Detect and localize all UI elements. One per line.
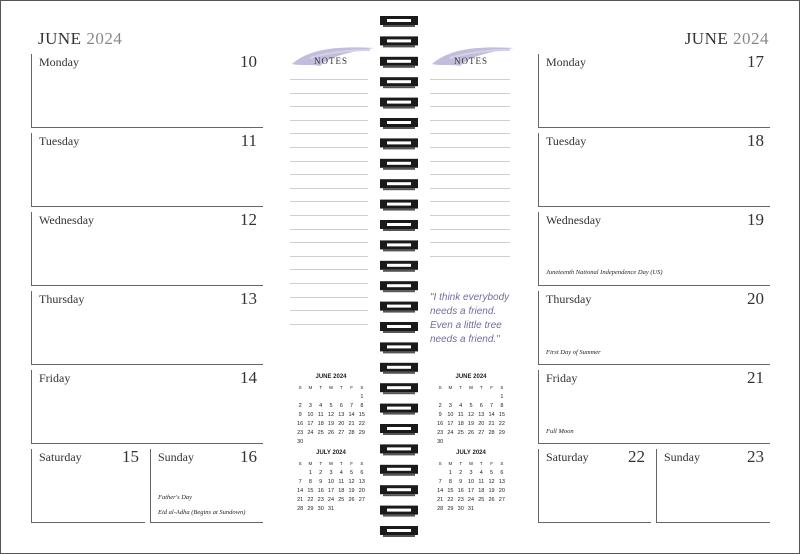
calendar-date: 27 [358, 497, 365, 503]
left-year: 2024 [86, 29, 123, 48]
calendar-date: 8 [308, 479, 312, 485]
day-name: Thursday [39, 292, 85, 306]
spiral-ring [380, 383, 418, 394]
calendar-date: 3 [469, 470, 473, 476]
calendar-date: 12 [327, 412, 335, 418]
calendar-date: 24 [327, 497, 335, 503]
calendar-date: 7 [490, 403, 494, 409]
empty-cell [316, 393, 326, 401]
calendar-date: 14 [437, 488, 444, 494]
empty-cell [336, 393, 346, 401]
weekday-header: W [468, 461, 474, 466]
calendar-date: 6 [479, 403, 483, 409]
calendar-date: 17 [447, 421, 454, 427]
calendar-date: 9 [459, 479, 463, 485]
calendar-date: 13 [338, 412, 345, 418]
calendar-date: 10 [447, 412, 454, 418]
calendar-date: 31 [327, 506, 335, 512]
calendar-date: 5 [329, 403, 333, 409]
day-number: 23 [747, 447, 764, 466]
calendar-date: 9 [319, 479, 323, 485]
weekday-header: M [448, 385, 453, 390]
empty-cell [435, 469, 445, 477]
calendar-date: 11 [457, 412, 464, 418]
calendar-date: 23 [457, 497, 464, 503]
calendar-date: 13 [498, 479, 505, 485]
calendar-date: 2 [298, 403, 302, 409]
spiral-ring [380, 159, 418, 170]
day-number: 17 [747, 52, 764, 71]
day-box-saturday-22[interactable] [538, 449, 651, 523]
weekday-header: W [328, 461, 334, 466]
calendar-date: 28 [297, 506, 304, 512]
note-line[interactable] [430, 120, 510, 121]
note-line[interactable] [290, 324, 368, 325]
day-box-tuesday-11[interactable] [31, 133, 263, 207]
day-name: Friday [39, 371, 71, 385]
calendar-date: 20 [338, 421, 345, 427]
calendar-date: 8 [448, 479, 452, 485]
calendar-date: 27 [338, 430, 345, 436]
spiral-ring [380, 485, 418, 496]
day-box-monday-10[interactable] [31, 54, 263, 128]
calendar-date: 10 [327, 479, 335, 485]
right-month: JUNE [684, 29, 729, 48]
empty-cell [326, 393, 336, 401]
weekday-header: S [298, 385, 302, 390]
day-box-thursday-20[interactable] [538, 291, 770, 365]
calendar-date: 24 [307, 430, 314, 436]
note-line[interactable] [290, 147, 368, 148]
calendar-date: 29 [498, 430, 505, 436]
calendar-date: 25 [457, 430, 464, 436]
right-month-header [685, 29, 769, 49]
spiral-ring [380, 138, 418, 149]
empty-cell [295, 469, 305, 477]
weekday-header: T [339, 461, 343, 466]
weekday-header: T [479, 461, 483, 466]
event-fathers-day: Father's Day [158, 494, 193, 501]
note-line[interactable] [290, 93, 368, 94]
calendar-date: 22 [498, 421, 505, 427]
mini-calendar-june-left [295, 374, 367, 446]
calendar-date: 30 [457, 506, 464, 512]
note-line[interactable] [290, 256, 368, 257]
calendar-date: 4 [339, 470, 343, 476]
note-line[interactable] [430, 229, 510, 230]
note-line[interactable] [290, 120, 368, 121]
spiral-ring [380, 200, 418, 211]
calendar-date: 4 [459, 403, 463, 409]
day-name: Tuesday [546, 134, 587, 148]
note-line[interactable] [430, 106, 510, 107]
quote-text: "I think everybody needs a friend. Even a little tree needs a friend." [430, 292, 510, 345]
spiral-ring [380, 220, 418, 231]
calendar-date: 25 [317, 430, 324, 436]
calendar-date: 4 [319, 403, 323, 409]
weekday-header: S [298, 461, 302, 466]
calendar-date: 4 [479, 470, 483, 476]
day-number: 10 [240, 52, 257, 71]
calendar-date: 30 [317, 506, 324, 512]
note-line[interactable] [430, 174, 510, 175]
calendar-date: 30 [297, 439, 304, 445]
spiral-ring [380, 36, 418, 47]
calendar-date: 21 [437, 497, 444, 503]
calendar-date: 9 [438, 412, 442, 418]
mini-calendar-title: JULY 2024 [456, 450, 486, 456]
note-line[interactable] [290, 269, 368, 270]
calendar-date: 28 [348, 430, 355, 436]
calendar-date: 12 [348, 479, 355, 485]
day-name: Sunday [158, 450, 194, 464]
day-name: Monday [39, 55, 79, 69]
calendar-date: 25 [478, 497, 485, 503]
calendar-date: 14 [488, 412, 495, 418]
day-number: 18 [747, 131, 764, 150]
calendar-date: 26 [348, 497, 355, 503]
note-line[interactable] [290, 283, 368, 284]
empty-cell [346, 393, 356, 401]
note-line[interactable] [430, 256, 510, 257]
day-box-saturday-15[interactable] [31, 449, 145, 523]
day-box-tuesday-18[interactable] [538, 133, 770, 207]
note-line[interactable] [430, 79, 510, 80]
weekday-header: S [438, 385, 442, 390]
note-line[interactable] [290, 215, 368, 216]
note-line[interactable] [290, 161, 368, 162]
left-notes-title: NOTES [314, 56, 348, 66]
calendar-date: 18 [478, 488, 485, 494]
day-number: 11 [240, 131, 257, 150]
spiral-ring [380, 526, 418, 537]
calendar-date: 12 [467, 412, 475, 418]
spiral-ring [380, 57, 418, 68]
weekday-header: F [490, 461, 493, 466]
mini-calendar-title: JULY 2024 [316, 450, 346, 456]
event-eid-al-adha: Eid al-Adha (Begins at Sundown) [158, 509, 246, 516]
weekday-header: T [319, 385, 323, 390]
day-box-sunday-23[interactable] [656, 449, 770, 523]
day-name: Saturday [546, 450, 589, 464]
note-line[interactable] [290, 229, 368, 230]
calendar-date: 5 [350, 470, 354, 476]
calendar-date: 18 [338, 488, 345, 494]
mini-calendar-july-left [295, 450, 367, 513]
left-month: JUNE [38, 29, 82, 48]
calendar-date: 20 [478, 421, 485, 427]
calendar-date: 14 [297, 488, 304, 494]
spiral-ring [380, 424, 418, 435]
calendar-date: 28 [488, 430, 495, 436]
day-box-friday-21[interactable] [538, 370, 770, 444]
calendar-date: 7 [350, 403, 354, 409]
calendar-date: 1 [448, 470, 452, 476]
day-box-friday-14[interactable] [31, 370, 263, 444]
calendar-date: 20 [358, 488, 365, 494]
note-line[interactable] [290, 174, 368, 175]
event-juneteenth: Juneteenth National Independence Day (US) [546, 269, 663, 276]
calendar-date: 24 [467, 497, 475, 503]
note-line[interactable] [430, 242, 510, 243]
calendar-date: 26 [327, 430, 335, 436]
weekday-header: W [468, 385, 474, 390]
calendar-date: 18 [457, 421, 464, 427]
empty-cell [486, 393, 496, 401]
note-line[interactable] [430, 215, 510, 216]
calendar-date: 11 [478, 479, 485, 485]
calendar-date: 16 [457, 488, 464, 494]
calendar-date: 15 [498, 412, 505, 418]
calendar-date: 15 [307, 488, 314, 494]
calendar-date: 11 [338, 479, 345, 485]
empty-cell [295, 393, 305, 401]
note-line[interactable] [290, 188, 368, 189]
spiral-ring [380, 261, 418, 272]
day-number: 22 [628, 447, 645, 466]
calendar-date: 31 [467, 506, 475, 512]
spiral-ring [380, 77, 418, 88]
day-number: 15 [122, 447, 139, 466]
day-number: 20 [747, 289, 764, 308]
calendar-date: 26 [488, 497, 495, 503]
calendar-date: 29 [307, 506, 314, 512]
note-line[interactable] [430, 93, 510, 94]
spiral-ring [380, 302, 418, 313]
weekday-header: T [319, 461, 323, 466]
calendar-date: 11 [317, 412, 324, 418]
calendar-date: 17 [467, 488, 475, 494]
day-box-wednesday-19[interactable] [538, 212, 770, 286]
calendar-date: 2 [438, 403, 442, 409]
spiral-ring [380, 281, 418, 292]
spiral-ring [380, 322, 418, 333]
right-notes-title: NOTES [454, 56, 488, 66]
calendar-date: 26 [467, 430, 475, 436]
calendar-date: 8 [360, 403, 364, 409]
calendar-date: 19 [327, 421, 335, 427]
day-box-thursday-13[interactable] [31, 291, 263, 365]
calendar-date: 27 [498, 497, 505, 503]
calendar-date: 15 [447, 488, 454, 494]
note-line[interactable] [430, 147, 510, 148]
calendar-date: 18 [317, 421, 324, 427]
weekday-header: W [328, 385, 334, 390]
weekday-header: T [459, 385, 463, 390]
calendar-date: 29 [358, 430, 365, 436]
spiral-ring [380, 16, 418, 27]
calendar-date: 14 [348, 412, 355, 418]
spiral-ring [380, 363, 418, 374]
empty-cell [445, 393, 455, 401]
day-number: 19 [747, 210, 764, 229]
event-first-day-of-summer: First Day of Summer [546, 349, 601, 356]
day-box-sunday-16[interactable] [150, 449, 263, 523]
note-line[interactable] [430, 133, 510, 134]
calendar-date: 21 [297, 497, 304, 503]
calendar-date: 10 [307, 412, 314, 418]
day-box-monday-17[interactable] [538, 54, 770, 128]
note-line[interactable] [290, 201, 368, 202]
empty-cell [456, 393, 466, 401]
calendar-date: 9 [298, 412, 302, 418]
calendar-date: 19 [488, 488, 495, 494]
day-name: Wednesday [546, 213, 602, 227]
day-box-wednesday-12[interactable] [31, 212, 263, 286]
calendar-date: 1 [360, 394, 364, 400]
day-number: 13 [240, 289, 257, 308]
spiral-binding [379, 14, 419, 540]
weekday-header: F [490, 385, 493, 390]
note-line[interactable] [290, 79, 368, 80]
calendar-date: 16 [297, 421, 304, 427]
calendar-date: 6 [500, 470, 504, 476]
spiral-ring [380, 98, 418, 109]
spiral-ring [380, 444, 418, 455]
weekday-header: S [500, 461, 504, 466]
mini-calendar-title: JUNE 2024 [315, 374, 347, 380]
spiral-ring [380, 342, 418, 353]
mini-calendar-june-right [435, 374, 507, 446]
spiral-ring [380, 465, 418, 476]
day-name: Sunday [664, 450, 700, 464]
calendar-date: 23 [297, 430, 304, 436]
calendar-date: 29 [447, 506, 454, 512]
calendar-date: 2 [319, 470, 323, 476]
calendar-date: 12 [488, 479, 495, 485]
empty-cell [435, 393, 445, 401]
calendar-date: 15 [358, 412, 365, 418]
calendar-date: 24 [447, 430, 454, 436]
calendar-date: 17 [307, 421, 314, 427]
note-line[interactable] [430, 188, 510, 189]
calendar-date: 3 [308, 403, 312, 409]
calendar-date: 1 [308, 470, 312, 476]
mini-calendar-july-right [435, 450, 507, 513]
day-number: 21 [747, 368, 764, 387]
weekday-header: T [459, 461, 463, 466]
calendar-date: 1 [500, 394, 504, 400]
empty-cell [305, 393, 315, 401]
weekday-header: F [350, 461, 353, 466]
empty-cell [476, 393, 486, 401]
calendar-date: 13 [358, 479, 365, 485]
spiral-ring [380, 404, 418, 415]
calendar-date: 8 [500, 403, 504, 409]
calendar-date: 7 [298, 479, 302, 485]
weekday-header: T [479, 385, 483, 390]
spiral-ring [380, 506, 418, 517]
note-line[interactable] [290, 106, 368, 107]
left-month-header [38, 29, 122, 49]
calendar-date: 19 [348, 488, 355, 494]
calendar-date: 28 [437, 506, 444, 512]
calendar-date: 17 [327, 488, 335, 494]
calendar-date: 19 [467, 421, 475, 427]
calendar-date: 25 [338, 497, 345, 503]
empty-cell [466, 393, 476, 401]
day-number: 12 [240, 210, 257, 229]
calendar-date: 27 [478, 430, 485, 436]
day-name: Tuesday [39, 134, 80, 148]
day-name: Saturday [39, 450, 82, 464]
calendar-date: 7 [438, 479, 442, 485]
day-name: Wednesday [39, 213, 95, 227]
calendar-date: 21 [488, 421, 495, 427]
note-line[interactable] [430, 201, 510, 202]
calendar-date: 3 [329, 470, 333, 476]
weekday-header: F [350, 385, 353, 390]
calendar-date: 20 [498, 488, 505, 494]
weekday-header: S [360, 385, 364, 390]
calendar-date: 5 [490, 470, 494, 476]
calendar-date: 16 [317, 488, 324, 494]
calendar-date: 13 [478, 412, 485, 418]
weekday-header: S [360, 461, 364, 466]
calendar-date: 22 [358, 421, 365, 427]
calendar-date: 5 [469, 403, 473, 409]
calendar-date: 10 [467, 479, 475, 485]
note-line[interactable] [430, 161, 510, 162]
calendar-date: 30 [437, 439, 444, 445]
calendar-date: 22 [307, 497, 314, 503]
day-number: 16 [240, 447, 257, 466]
day-name: Friday [546, 371, 578, 385]
weekday-header: S [500, 385, 504, 390]
calendar-date: 21 [348, 421, 355, 427]
calendar-date: 6 [360, 470, 364, 476]
right-year: 2024 [733, 29, 769, 48]
calendar-date: 23 [317, 497, 324, 503]
calendar-date: 23 [437, 430, 444, 436]
day-name: Monday [546, 55, 586, 69]
event-full-moon: Full Moon [546, 428, 574, 435]
note-line[interactable] [290, 297, 368, 298]
weekday-header: M [308, 385, 313, 390]
weekday-header: S [438, 461, 442, 466]
calendar-date: 16 [437, 421, 444, 427]
mini-calendar-title: JUNE 2024 [455, 374, 487, 380]
note-line[interactable] [290, 133, 368, 134]
day-name: Thursday [546, 292, 592, 306]
spiral-ring [380, 240, 418, 251]
calendar-date: 3 [448, 403, 452, 409]
calendar-date: 2 [459, 470, 463, 476]
weekday-header: M [308, 461, 313, 466]
day-number: 14 [240, 368, 257, 387]
calendar-date: 6 [339, 403, 343, 409]
calendar-date: 22 [447, 497, 454, 503]
weekday-header: M [448, 461, 453, 466]
note-line[interactable] [290, 310, 368, 311]
spiral-ring [380, 118, 418, 129]
weekday-header: T [339, 385, 343, 390]
spiral-ring [380, 179, 418, 190]
note-line[interactable] [290, 242, 368, 243]
